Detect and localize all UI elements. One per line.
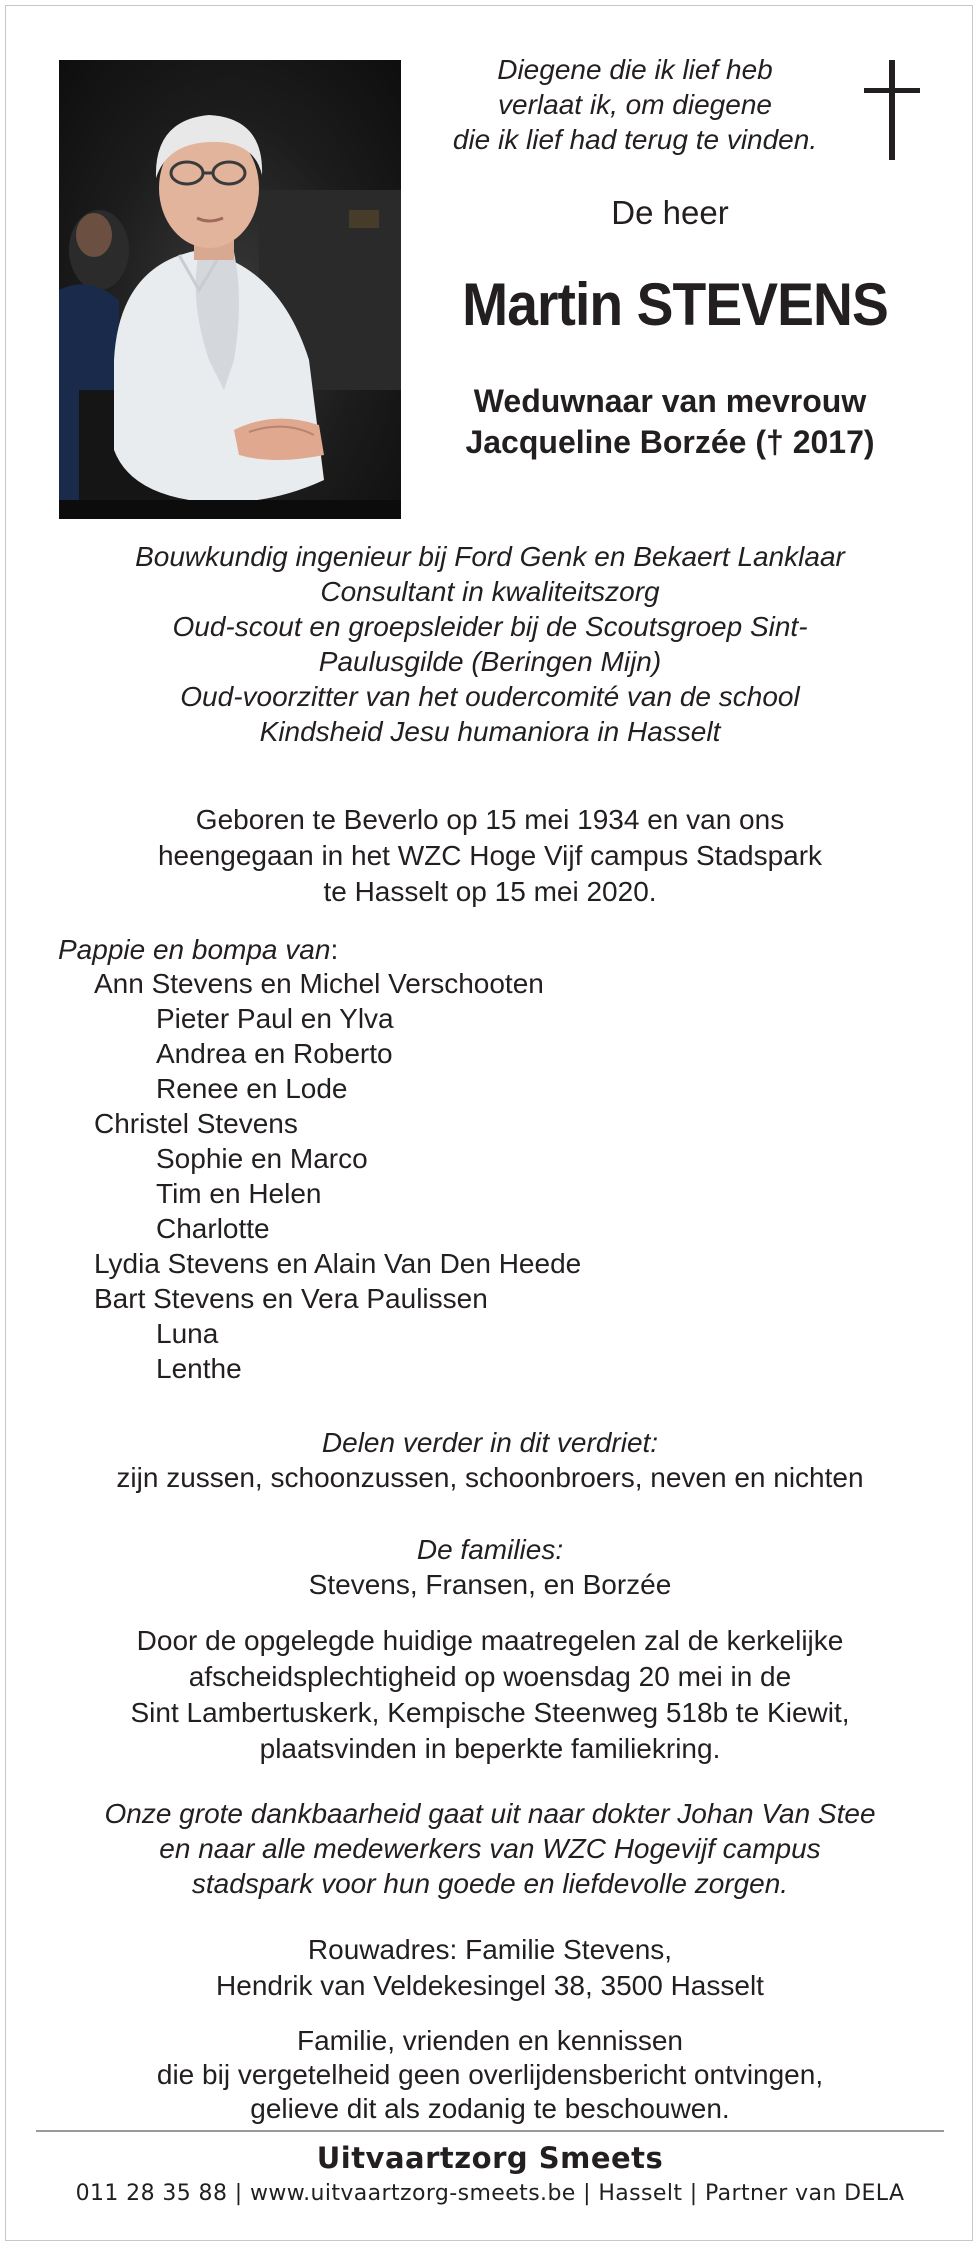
poem-line: Diegene die ik lief heb (497, 54, 773, 85)
profession-line: Kindsheid Jesu humaniora in Hasselt (259, 716, 721, 747)
notice (50, 2024, 930, 2126)
family-member-grandchild: Sophie en Marco (156, 1143, 368, 1174)
family-member-grandchild: Andrea en Roberto (156, 1038, 393, 1069)
birth-line: Geboren te Beverlo op 15 mei 1934 en van ons (195, 804, 785, 835)
share-text: zijn zussen, schoonzussen, schoonbroers, neven en nichten (116, 1462, 864, 1493)
portrait-photo (59, 60, 401, 519)
family-member-grandchild: Renee en Lode (156, 1073, 348, 1104)
birth-line: te Hasselt op 15 mei 2020. (323, 876, 657, 907)
family-member-grandchild: Luna (156, 1318, 219, 1349)
notice-line: die bij vergetelheid geen overlijdensbericht ontvingen, (156, 2059, 824, 2090)
family-member-grandchild: Lenthe (156, 1353, 242, 1384)
thanks-line: en naar alle medewerkers van WZC Hogevijf campus (159, 1833, 821, 1864)
family-member-grandchild: Tim en Helen (156, 1178, 322, 1209)
family-member-child: Lydia Stevens en Alain Van Den Heede (94, 1248, 582, 1279)
thanks-line: Onze grote dankbaarheid gaat uit naar dokter Johan Van Stee (104, 1798, 876, 1829)
thanks-line: stadspark voor hun goede en liefdevolle zorgen. (191, 1868, 789, 1899)
ceremony-line: afscheidsplechtigheid op woensdag 20 mei in de (188, 1661, 792, 1692)
poem-line: die ik lief had terug te vinden. (452, 124, 818, 155)
widower-note (420, 381, 920, 463)
share-grief (50, 1425, 930, 1495)
family-member-grandchild: Charlotte (156, 1213, 270, 1244)
share-title: Delen verder in dit verdriet: (321, 1427, 659, 1458)
families-title: De families: (416, 1534, 564, 1565)
family-list (58, 966, 581, 1386)
professions (50, 539, 930, 749)
thanks (50, 1796, 930, 1901)
widower-line: Weduwnaar van mevrouw (473, 383, 867, 419)
honorific: De heer (611, 194, 729, 231)
birth-line: heengegaan in het WZC Hoge Vijf campus Stadspark (157, 840, 823, 871)
poem (410, 52, 860, 157)
family-member-child: Ann Stevens en Michel Verschooten (94, 968, 544, 999)
deceased-name: Martin STEVENS (462, 271, 888, 338)
ceremony-info (50, 1623, 930, 1767)
family-member-child: Christel Stevens (94, 1108, 298, 1139)
profession-line: Oud-voorzitter van het oudercomité van de school (180, 681, 800, 712)
families-text: Stevens, Fransen, en Borzée (308, 1569, 672, 1600)
profession-line: Oud-scout en groepsleider bij de Scoutsgroep Sint- (172, 611, 808, 642)
notice-line: gelieve dit als zodanig te beschouwen. (250, 2093, 730, 2124)
ceremony-line: Door de opgelegde huidige maatregelen zal de kerkelijke (136, 1625, 844, 1656)
address-line: Rouwadres: Familie Stevens, (307, 1934, 673, 1965)
birth-death-info (50, 802, 930, 910)
profession-line: Consultant in kwaliteitszorg (320, 576, 660, 607)
notice-line: Familie, vrienden en kennissen (297, 2025, 683, 2056)
profession-line: Paulusgilde (Beringen Mijn) (318, 646, 662, 677)
ceremony-line: Sint Lambertuskerk, Kempische Steenweg 518b te Kiewit, (130, 1697, 850, 1728)
address-line: Hendrik van Veldekesingel 38, 3500 Hasselt (216, 1970, 764, 2001)
funeral-home-contact: 011 28 35 88 | www.uitvaartzorg-smeets.be | Hasselt | Partner van DELA (75, 2181, 905, 2206)
families (50, 1532, 930, 1602)
family-member-grandchild: Pieter Paul en Ylva (156, 1003, 394, 1034)
family-title-text: Pappie en bompa van (58, 934, 331, 965)
profession-line: Bouwkundig ingenieur bij Ford Genk en Bekaert Lanklaar (135, 541, 845, 572)
latin-cross-icon (864, 60, 920, 160)
footer-divider (36, 2130, 944, 2132)
family-title-colon: : (330, 934, 339, 965)
poem-line: verlaat ik, om diegene (498, 89, 772, 120)
widower-line: Jacqueline Borzée († 2017) (465, 424, 875, 460)
family-member-child: Bart Stevens en Vera Paulissen (94, 1283, 488, 1314)
funeral-home-name: Uitvaartzorg Smeets (316, 2141, 664, 2175)
family-title (58, 932, 338, 967)
mourning-address (50, 1932, 930, 2004)
portrait-illustration (59, 60, 401, 519)
ceremony-line: plaatsvinden in beperkte familiekring. (259, 1733, 721, 1764)
